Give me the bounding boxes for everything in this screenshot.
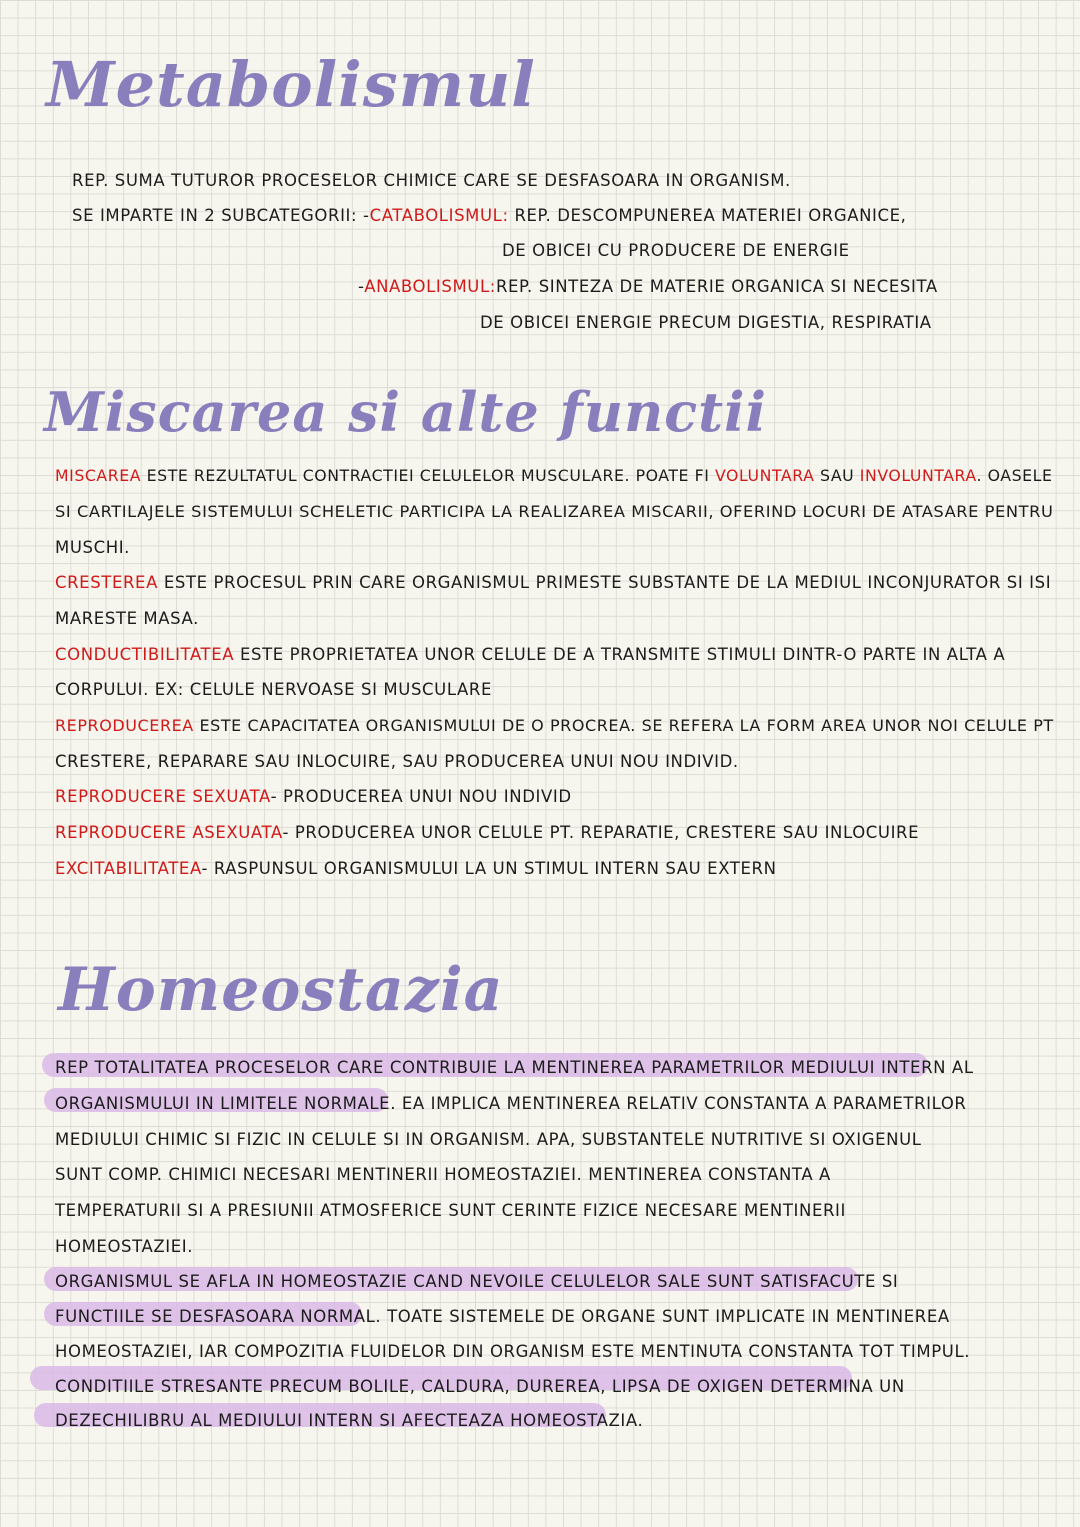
metabolism-line-3: DE OBICEI CU PRODUCERE DE ENERGIE: [502, 241, 850, 260]
term-voluntara: VOLUNTARA: [715, 466, 815, 485]
movement-line-4: [55, 572, 1051, 594]
term-excitabilitatea: EXCITABILITATEA: [55, 859, 202, 878]
metabolism-line-4-post: REP. SINTEZA DE MATERIE ORGANICA SI NECESITA: [495, 277, 938, 296]
movement-line-12: [55, 858, 777, 880]
movement-line-10: [55, 786, 572, 808]
metabolism-line-2-post: REP. DESCOMPUNEREA MATERIEI ORGANICE,: [508, 206, 907, 225]
term-reproducerea: REPRODUCEREA: [55, 716, 194, 735]
metabolism-line-4: [358, 276, 938, 298]
movement-line-5: MARESTE MASA.: [55, 609, 199, 628]
homeostasis-line-2: ORGANISMULUI IN LIMITELE NORMALE. EA IMPLICA MENTINEREA RELATIV CONSTANTA A PARAMETRILOR: [55, 1094, 967, 1113]
catabolism-term: CATABOLISMUL:: [369, 206, 509, 225]
movement-line-1-text: ESTE REZULTATUL CONTRACTIEI CELULELOR MUSCULARE. POATE FI: [141, 466, 715, 485]
term-conductibilitatea: CONDUCTIBILITATEA: [55, 645, 235, 664]
movement-line-7: CORPULUI. EX: CELULE NERVOASE SI MUSCULARE: [55, 680, 492, 699]
metabolism-line-1: REP. SUMA TUTUROR PROCESELOR CHIMICE CARE SE DESFASOARA IN ORGANISM.: [72, 171, 791, 190]
movement-title: Miscarea si alte functii: [44, 380, 768, 444]
homeostasis-line-9: HOMEOSTAZIEI, IAR COMPOZITIA FLUIDELOR DIN ORGANISM ESTE MENTINUTA CONSTANTA TOT TIMPUL.: [55, 1342, 971, 1361]
homeostasis-line-6: HOMEOSTAZIEI.: [55, 1237, 194, 1256]
homeostasis-line-1: REP TOTALITATEA PROCESELOR CARE CONTRIBUIE LA MENTINEREA PARAMETRILOR MEDIULUI INTERN AL: [55, 1058, 974, 1077]
term-miscarea: MISCAREA: [55, 466, 142, 485]
homeostasis-line-11: DEZECHILIBRU AL MEDIULUI INTERN SI AFECTEAZA HOMEOSTAZIA.: [55, 1411, 644, 1430]
movement-line-6: [55, 644, 1005, 666]
movement-line-11: [55, 822, 919, 844]
term-reproducere-asexuata: REPRODUCERE ASEXUATA: [55, 823, 283, 842]
movement-line-1-sau: SAU: [814, 466, 860, 485]
metabolism-line-5: DE OBICEI ENERGIE PRECUM DIGESTIA, RESPIRATIA: [480, 313, 932, 332]
movement-line-8-text: ESTE CAPACITATEA ORGANISMULUI DE O PROCREA. SE REFERA LA FORM AREA UNOR NOI CELULE PT: [193, 716, 1054, 735]
metabolism-title: Metabolismul: [46, 48, 536, 121]
metabolism-line-4-pre: -: [358, 277, 365, 296]
homeostasis-line-4: SUNT COMP. CHIMICI NECESARI MENTINERII HOMEOSTAZIEI. MENTINEREA CONSTANTA A: [55, 1165, 831, 1184]
term-cresterea: CRESTEREA: [55, 573, 158, 592]
movement-line-1-end: . OASELE: [976, 466, 1053, 485]
homeostasis-line-5: TEMPERATURII SI A PRESIUNII ATMOSFERICE SUNT CERINTE FIZICE NECESARE MENTINERII: [55, 1201, 846, 1220]
homeostasis-title: Homeostazia: [58, 955, 504, 1025]
metabolism-line-2-pre: SE IMPARTE IN 2 SUBCATEGORII: -: [72, 206, 370, 225]
homeostasis-line-7: ORGANISMUL SE AFLA IN HOMEOSTAZIE CAND NEVOILE CELULELOR SALE SUNT SATISFACUTE SI: [55, 1272, 899, 1291]
movement-line-12-text: - RASPUNSUL ORGANISMULUI LA UN STIMUL INTERN SAU EXTERN: [201, 859, 777, 878]
movement-line-2: SI CARTILAJELE SISTEMULUI SCHELETIC PARTICIPA LA REALIZAREA MISCARII, OFERIND LOCURI DE ATASARE PENTRU: [55, 502, 1054, 521]
movement-line-11-text: - PRODUCEREA UNOR CELULE PT. REPARATIE, CRESTERE SAU INLOCUIRE: [282, 823, 920, 842]
movement-line-3: MUSCHI.: [55, 538, 131, 557]
homeostasis-line-10: CONDITIILE STRESANTE PRECUM BOLILE, CALDURA, DUREREA, LIPSA DE OXIGEN DETERMINA UN: [55, 1377, 905, 1396]
movement-line-9: CRESTERE, REPARARE SAU INLOCUIRE, SAU PRODUCEREA UNUI NOU INDIVID.: [55, 752, 739, 771]
metabolism-line-2: [72, 205, 907, 227]
term-reproducere-sexuata: REPRODUCERE SEXUATA: [55, 787, 271, 806]
movement-line-6-text: ESTE PROPRIETATEA UNOR CELULE DE A TRANSMITE STIMULI DINTR-O PARTE IN ALTA A: [234, 645, 1006, 664]
term-involuntara: INVOLUNTARA: [859, 466, 977, 485]
movement-line-4-text: ESTE PROCESUL PRIN CARE ORGANISMUL PRIMESTE SUBSTANTE DE LA MEDIUL INCONJURATOR SI ISI: [157, 573, 1052, 592]
homeostasis-line-8: FUNCTIILE SE DESFASOARA NORMAL. TOATE SISTEMELE DE ORGANE SUNT IMPLICATE IN MENTINEREA: [55, 1307, 950, 1326]
homeostasis-line-3: MEDIULUI CHIMIC SI FIZIC IN CELULE SI IN ORGANISM. APA, SUBSTANTELE NUTRITIVE SI OXIGENUL: [55, 1130, 922, 1149]
anabolism-term: ANABOLISMUL:: [364, 277, 496, 296]
movement-line-8: [55, 715, 1054, 737]
movement-line-1: [55, 465, 1052, 487]
movement-line-10-text: - PRODUCEREA UNUI NOU INDIVID: [270, 787, 572, 806]
